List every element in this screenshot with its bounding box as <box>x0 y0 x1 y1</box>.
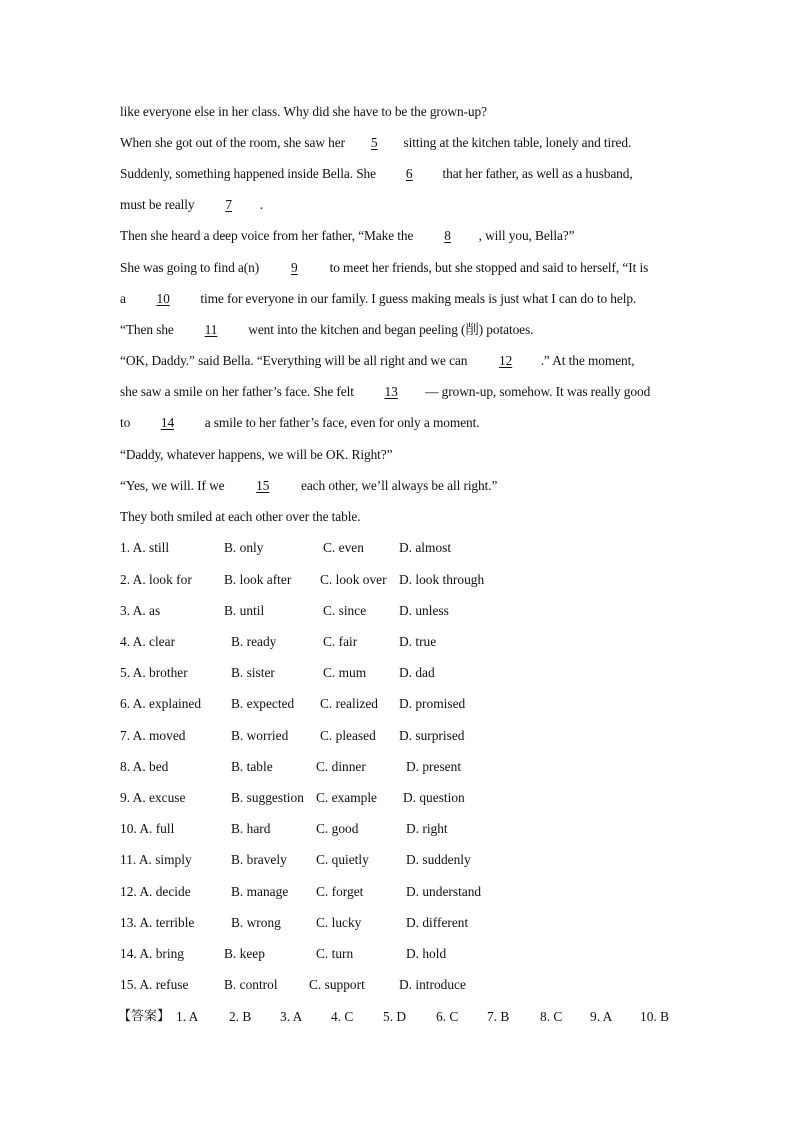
option-d: D. hold <box>406 946 447 961</box>
answer-item: 1. A <box>176 1009 199 1024</box>
passage-line <box>120 322 533 338</box>
passage-line <box>120 447 392 463</box>
answer-item: 7. B <box>487 1009 510 1024</box>
blank-15: 15 <box>256 478 270 493</box>
option-d: D. true <box>399 634 437 649</box>
option-d: D. right <box>406 821 448 836</box>
blank-6: 6 <box>405 166 413 181</box>
passage-text: , will you, Bella?” <box>478 228 575 243</box>
option-b: B. table <box>231 759 273 774</box>
option-a: 1. A. still <box>120 540 170 555</box>
passage-text: to <box>120 415 134 430</box>
option-c: C. pleased <box>320 728 376 743</box>
option-b: B. ready <box>231 634 277 649</box>
option-a: 14. A. bring <box>120 946 184 961</box>
option-b: B. manage <box>231 884 289 899</box>
answer-item: 6. C <box>436 1009 459 1024</box>
option-c: C. look over <box>320 572 387 587</box>
blank-13: 13 <box>384 384 398 399</box>
passage-text: “Then she <box>120 322 178 337</box>
answer-item: 2. B <box>229 1009 252 1024</box>
option-c: C. good <box>316 821 359 836</box>
answer-label: 【答案】 <box>118 1009 171 1024</box>
passage-text: she saw a smile on her father’s face. She felt <box>120 384 358 399</box>
passage-line <box>120 353 635 369</box>
option-a: 10. A. full <box>120 821 175 836</box>
option-b: B. control <box>224 977 278 992</box>
passage-text: They both smiled at each other over the table. <box>120 509 361 524</box>
passage-text: that her father, as well as a husband, <box>439 166 633 181</box>
option-c: C. even <box>323 540 364 555</box>
blank-10: 10 <box>156 291 170 306</box>
passage-text: When she got out of the room, she saw her <box>120 135 349 150</box>
passage-line <box>120 384 650 400</box>
passage-text: time for everyone in our family. I guess making meals is just what I can do to help. <box>197 291 637 306</box>
passage-line <box>120 509 360 525</box>
option-a: 2. A. look for <box>120 572 192 587</box>
passage-text: like everyone else in her class. Why did she have to be the grown-up? <box>120 104 487 119</box>
passage-text: .” At the moment, <box>540 353 635 368</box>
option-d: D. different <box>406 915 469 930</box>
option-a: 5. A. brother <box>120 665 188 680</box>
option-c: C. support <box>309 977 365 992</box>
passage-text: “Daddy, whatever happens, we will be OK. Right?” <box>120 447 393 462</box>
blank-8: 8 <box>444 228 451 243</box>
option-b: B. wrong <box>231 915 281 930</box>
option-d: D. almost <box>399 540 452 555</box>
option-a: 11. A. simply <box>120 852 192 867</box>
option-d: D. promised <box>399 696 466 711</box>
option-c: C. forget <box>316 884 364 899</box>
answer-item: 9. A <box>590 1009 613 1024</box>
option-c: C. since <box>323 603 367 618</box>
option-c: C. turn <box>316 946 354 961</box>
option-d: D. unless <box>399 603 449 618</box>
passage-line <box>120 197 263 213</box>
passage-text: She was going to find a(n) <box>120 260 263 275</box>
option-d: D. look through <box>399 572 485 587</box>
option-c: C. lucky <box>316 915 362 930</box>
option-a: 12. A. decide <box>120 884 191 899</box>
option-d: D. suddenly <box>406 852 471 867</box>
option-b: B. only <box>224 540 264 555</box>
blank-5: 5 <box>370 135 378 150</box>
option-d: D. dad <box>399 665 435 680</box>
passage-text: — grown-up, somehow. It was really good <box>425 384 651 399</box>
passage-text: . <box>259 197 263 212</box>
option-c: C. fair <box>323 634 358 649</box>
option-b: B. expected <box>231 696 295 711</box>
option-a: 6. A. explained <box>120 696 202 711</box>
option-d: D. surprised <box>399 728 465 743</box>
option-a: 7. A. moved <box>120 728 186 743</box>
option-a: 9. A. excuse <box>120 790 186 805</box>
passage-text: Then she heard a deep voice from her father, “Make the <box>120 228 417 243</box>
passage-line <box>120 166 633 182</box>
passage-text: sitting at the kitchen table, lonely and tired. <box>400 135 632 150</box>
option-d: D. introduce <box>399 977 466 992</box>
option-d: D. present <box>406 759 462 774</box>
option-b: B. bravely <box>231 852 287 867</box>
option-d: D. understand <box>406 884 482 899</box>
answer-item: 8. C <box>540 1009 563 1024</box>
option-b: B. sister <box>231 665 275 680</box>
option-c: C. mum <box>323 665 367 680</box>
passage-text: to meet her friends, but she stopped and said to herself, “It is <box>326 260 649 275</box>
option-a: 15. A. refuse <box>120 977 189 992</box>
answer-item: 4. C <box>331 1009 354 1024</box>
option-a: 4. A. clear <box>120 634 176 649</box>
option-b: B. suggestion <box>231 790 304 805</box>
answer-item: 10. B <box>640 1009 670 1024</box>
blank-12: 12 <box>499 353 513 368</box>
option-b: B. look after <box>224 572 292 587</box>
passage-line <box>120 478 497 494</box>
option-b: B. until <box>224 603 265 618</box>
passage-text: Suddenly, something happened inside Bella. She <box>120 166 380 181</box>
blank-7: 7 <box>225 197 233 212</box>
blank-14: 14 <box>160 415 175 430</box>
passage-text: must be really <box>120 197 198 212</box>
passage-line <box>120 104 487 120</box>
passage-text: a <box>120 291 130 306</box>
option-c: C. quietly <box>316 852 369 867</box>
passage-text: a smile to her father’s face, even for only a moment. <box>201 415 480 430</box>
passage-text: each other, we’ll always be all right.” <box>297 478 498 493</box>
option-c: C. dinner <box>316 759 366 774</box>
passage-line <box>120 291 636 307</box>
passage-line <box>120 228 575 244</box>
passage-text: went into the kitchen and began peeling (削) potatoes. <box>245 322 534 337</box>
option-a: 3. A. as <box>120 603 161 618</box>
blank-11: 11 <box>204 322 218 337</box>
passage-text: “Yes, we will. If we <box>120 478 228 493</box>
option-d: D. question <box>403 790 465 805</box>
option-b: B. keep <box>224 946 265 961</box>
passage-line <box>120 260 648 276</box>
blank-9: 9 <box>291 260 298 275</box>
option-a: 8. A. bed <box>120 759 169 774</box>
option-c: C. realized <box>320 696 378 711</box>
passage-text: “OK, Daddy.” said Bella. “Everything will be all right and we can <box>120 353 471 368</box>
option-a: 13. A. terrible <box>120 915 195 930</box>
option-b: B. hard <box>231 821 271 836</box>
answer-item: 5. D <box>383 1009 407 1024</box>
passage-line <box>120 135 631 151</box>
passage-line <box>120 415 480 431</box>
option-b: B. worried <box>231 728 289 743</box>
option-c: C. example <box>316 790 377 805</box>
answer-item: 3. A <box>280 1009 303 1024</box>
